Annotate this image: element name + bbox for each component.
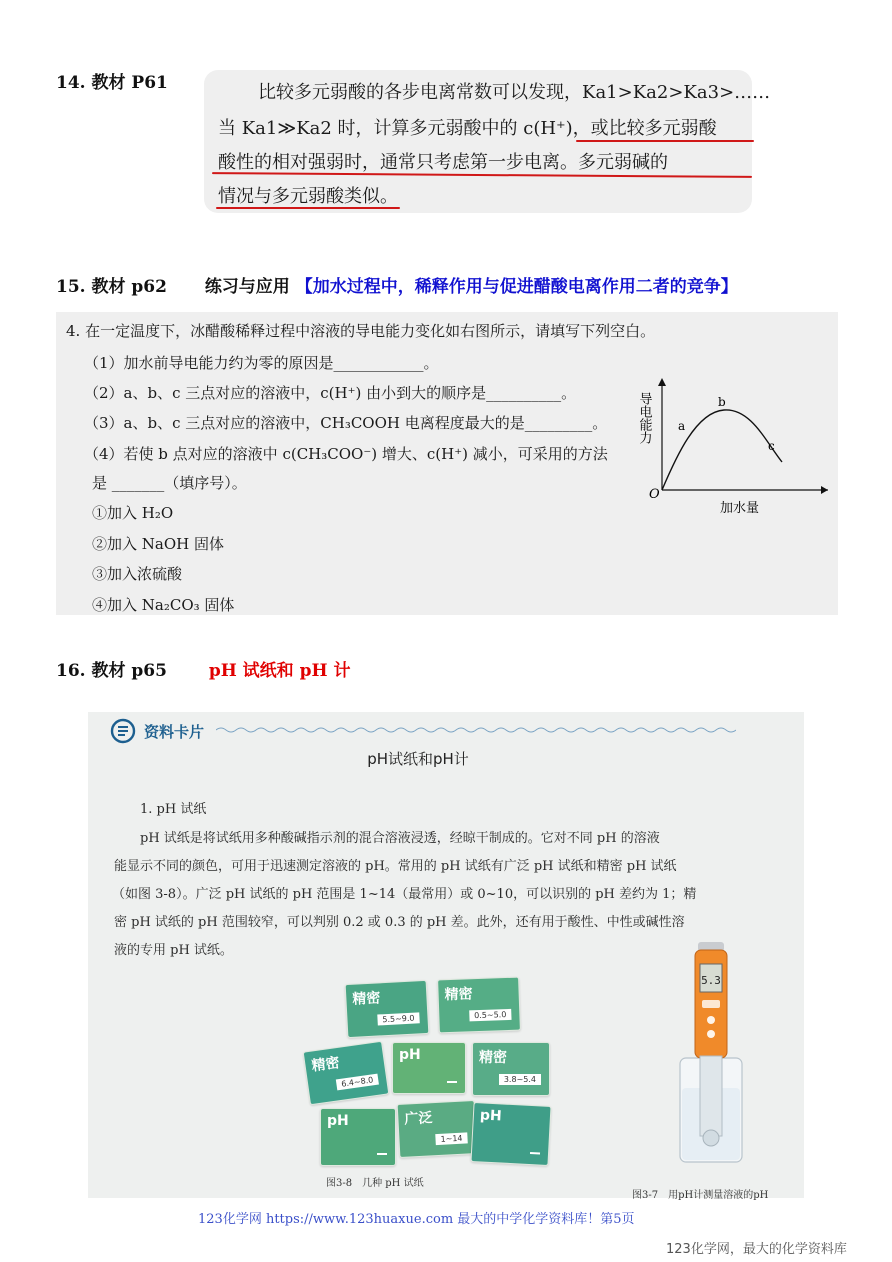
wavy-divider: [216, 726, 736, 734]
question-4: （4）若使 b 点对应的溶液中 c(CH₃COO⁻) 增大、c(H⁺) 减小，可采用的方法: [84, 445, 608, 463]
footer-watermark: 123化学网，最大的化学资料库: [666, 1242, 847, 1257]
option-3: ③加入浓硫酸: [92, 565, 183, 583]
paragraph-line: 液的专用 pH 试纸。: [114, 943, 233, 958]
question-3: （3）a、b、c 三点对应的溶液中，CH₃COOH 电离程度最大的是_________。: [84, 414, 608, 432]
point-b-label: b: [718, 395, 726, 409]
section-highlight: 【加水过程中，稀释作用与促进醋酸电离作用二者的竞争】: [295, 277, 738, 297]
excerpt-line-1: 比较多元弱酸的各步电离常数可以发现，Ka1>Ka2>Ka3>……: [258, 82, 771, 103]
origin-label: O: [649, 487, 660, 502]
section-subtitle: 练习与应用: [204, 277, 290, 297]
y-axis-label: 导电能力: [636, 392, 652, 444]
x-axis-arrow: [821, 486, 828, 494]
ph-paper-card: 精密 0.5~5.0: [437, 977, 521, 1034]
y-axis-arrow: [658, 378, 666, 386]
section-15-heading: [56, 272, 738, 297]
red-underline: [576, 140, 754, 142]
section-number: 16.: [56, 661, 86, 681]
section-number: 14.: [56, 73, 86, 93]
paragraph-line: 能显示不同的颜色，可用于迅速测定溶液的 pH。常用的 pH 试纸有广泛 pH 试纸和精密 pH 试纸: [114, 859, 677, 874]
option-4: ④加入 Na₂CO₃ 固体: [92, 596, 235, 614]
info-card-tag: 资料卡片: [144, 723, 205, 741]
point-c-label: c: [768, 439, 775, 453]
question-4-cont: 是 _______（填序号）。: [92, 474, 247, 492]
question-stem: 4. 在一定温度下，冰醋酸稀释过程中溶液的导电能力变化如右图所示，请填写下列空白。: [66, 322, 656, 340]
section-number: 15.: [56, 277, 86, 297]
ph-paper-card: pH: [470, 1102, 551, 1166]
red-underline: [216, 207, 400, 209]
question-2: （2）a、b、c 三点对应的溶液中，c(H⁺) 由小到大的顺序是__________。: [84, 384, 577, 402]
x-axis-label: 加水量: [720, 501, 760, 516]
ph-paper-card: 精密 6.4~8.0: [303, 1041, 390, 1106]
paragraph-line: （如图 3-8）。广泛 pH 试纸的 pH 范围是 1~14（最常用）或 0~10，可以识别的 pH 差约为 1；精: [112, 887, 697, 902]
figure-caption-3-8: 图3-8 几种 pH 试纸: [326, 1178, 424, 1189]
section-highlight: pH 试纸和 pH 计: [208, 661, 351, 681]
info-card-icon: [110, 718, 136, 744]
section-label: 教材 p65: [91, 661, 167, 681]
excerpt-line-4: 情况与多元弱酸类似。: [218, 186, 398, 207]
paragraph-line: pH 试纸是将试纸用多种酸碱指示剂的混合溶液浸透，经晾干制成的。它对不同 pH 的溶液: [140, 831, 660, 846]
ph-paper-card: 广泛 1~14: [397, 1100, 478, 1158]
textbook-excerpt-p61: [204, 70, 771, 213]
question-1: （1）加水前导电能力约为零的原因是____________。: [84, 354, 439, 372]
paragraph-line: 密 pH 试纸的 pH 范围较窄，可以判别 0.2 或 0.3 的 pH 差。此外，还有用于酸性、中性或碱性溶: [114, 915, 685, 930]
ph-paper-card: 精密 3.8~5.4: [472, 1042, 550, 1096]
option-2: ②加入 NaOH 固体: [92, 535, 224, 553]
excerpt-line-3: 酸性的相对强弱时，通常只考虑第一步电离。多元弱碱的: [218, 152, 668, 173]
section-label: 教材 P61: [91, 73, 168, 93]
exercise-box: [56, 312, 838, 615]
section-16-heading: [56, 656, 350, 681]
meter-display-value: 5.3: [701, 974, 721, 987]
meter-probe: [700, 1056, 722, 1136]
info-card: [88, 712, 804, 1201]
footer-site-link[interactable]: 123化学网 https://www.123huaxue.com 最大的中学化学资料库！第5页: [198, 1212, 635, 1227]
option-1: ①加入 H₂O: [92, 504, 174, 522]
excerpt-line-2: 当 Ka1≫Ka2 时，计算多元弱酸中的 c(H⁺)，或比较多元弱酸: [218, 118, 717, 139]
point-a-label: a: [678, 419, 686, 433]
ph-paper-card: pH: [320, 1108, 396, 1166]
ph-paper-card: pH: [392, 1042, 466, 1094]
ph-meter-illustration: [678, 938, 758, 1170]
figure-caption-3-7: 图3-7 用pH计测量溶液的pH: [632, 1190, 769, 1201]
ph-paper-card: 精密 5.5~9.0: [345, 980, 430, 1038]
conductivity-graph: [616, 372, 836, 522]
info-card-title: pH试纸和pH计: [367, 750, 469, 768]
section-14-heading: [56, 68, 168, 93]
subsection-heading: 1. pH 试纸: [140, 802, 207, 817]
section-label: 教材 p62: [91, 277, 167, 297]
